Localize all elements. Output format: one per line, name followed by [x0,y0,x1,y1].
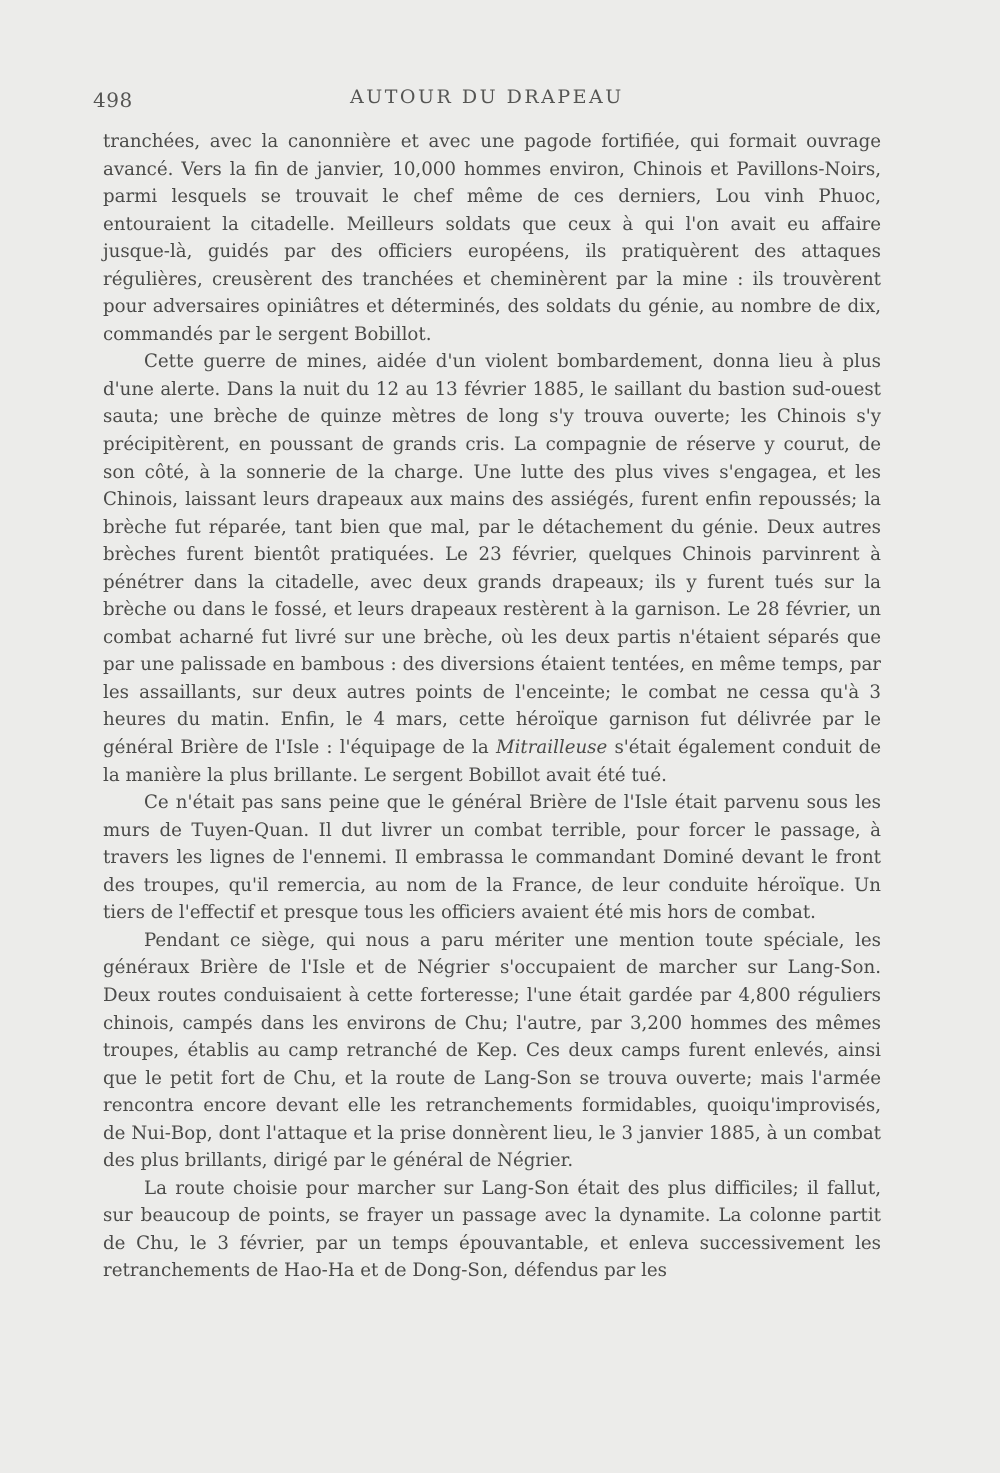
paragraph-mine-warfare-text: Cette guerre de mines, aidée d'un violent bombardement, donna lieu à plus d'une alerte. Dans la nuit du 12 au 13 février 1885, le saillant du bastion sud-ouest sauta; une brèche de quinze mètres de long s'y trouva ouverte; les Chinois s'y précipitèrent, en poussant de grands cris. La compagnie de réserve y courut, de son côté, à la sonnerie de la charge. Une lutte des plus vives s'engagea, et les Chinois, laissant leurs drapeaux aux mains des assiégés, furent enfin repoussés; la brèche fut réparée, tant bien que mal, par le détachement du génie. Deux autres brèches furent bientôt pratiquées. Le 23 février, quelques Chinois parvinrent à pénétrer dans la citadelle, avec deux grands drapeaux; ils y furent tués sur la brèche ou dans le fossé, et leurs drapeaux restèrent à la garnison. Le 28 février, un combat acharné fut livré sur une brèche, où les deux partis n'étaient séparés que par une palissade en bambous : des diversions étaient tentées, en même temps, par les assaillants, sur deux autres points de l'enceinte; le combat ne cessa qu'à 3 heures du matin. Enfin, le 4 mars, cette héroïque garnison fut délivrée par le général Brière de l'Isle : l'équipage de la [103,351,881,759]
ship-name-italic: Mitrailleuse [495,737,608,759]
paragraph-mine-warfare-end: s'était également conduit de la manière la plus brillante. Le sergent Bobillot avait été tué. [103,737,881,786]
paragraph-route-lang-son: La route choisie pour marcher sur Lang-Son était des plus difficiles; il fallut, sur beaucoup de points, se frayer un passage avec la dynamite. La colonne partit de Chu, le 3 février, par un temps épouvantable, et enleva successivement les retranchements de Hao-Ha et de Dong-Son, défendus par les [103,1177,881,1282]
paragraph-march-lang-son: Pendant ce siège, qui nous a paru mériter une mention toute spéciale, les généraux Brière de l'Isle et de Négrier s'occupaient de marcher sur Lang-Son. Deux routes conduisaient à cette forteresse; l'une était gardée par 4,800 réguliers chinois, campés dans les environs de Chu; l'autre, par 3,200 hommes des mêmes troupes, établis au camp retranché de Kep. Ces deux camps furent enlevés, ainsi que le petit fort de Chu, et la route de Lang-Son se trouva ouverte; mais l'armée rencontra encore devant elle les retranchements formidables, quoiqu'improvisés, de Nui-Bop, dont l'attaque et la prise donnèrent lieu, le 3 janvier 1885, à un combat des plus brillants, dirigé par le général de Négrier. [103,929,881,1172]
paragraph-siege-continuation: tranchées, avec la canonnière et avec une pagode fortifiée, qui formait ouvrage avancé. Vers la fin de janvier, 10,000 hommes environ, Chinois et Pavillons-Noirs, parmi lesquels se trouvait le chef même de ces derniers, Lou vinh Phuoc, entouraient la citadelle. Meilleurs soldats que ceux à qui l'on avait eu affaire jusque-là, guidés par des officiers européens, ils pratiquèrent des attaques régulières, creusèrent des tranchées et cheminèrent par la mine : ils trouvèrent pour adversaires opiniâtres et déterminés, des soldats du génie, au nombre de dix, commandés par le sergent Bobillot. [103,131,881,345]
paragraph-briere-de-lisle: Ce n'était pas sans peine que le général Brière de l'Isle était parvenu sous les murs de Tuyen-Quan. Il dut livrer un combat terrible, pour forcer le passage, à travers les lignes de l'ennemi. Il embrassa le commandant Dominé devant le front des troupes, qu'il remercia, au nom de la France, de leur conduite héroïque. Un tiers de l'effectif et presque tous les officiers avaient été mis hors de combat. [103,792,881,924]
page-number: 498 [93,88,133,112]
paragraph-mine-warfare [103,348,881,789]
body-text [103,128,881,1285]
running-title: AUTOUR DU DRAPEAU [350,86,624,108]
